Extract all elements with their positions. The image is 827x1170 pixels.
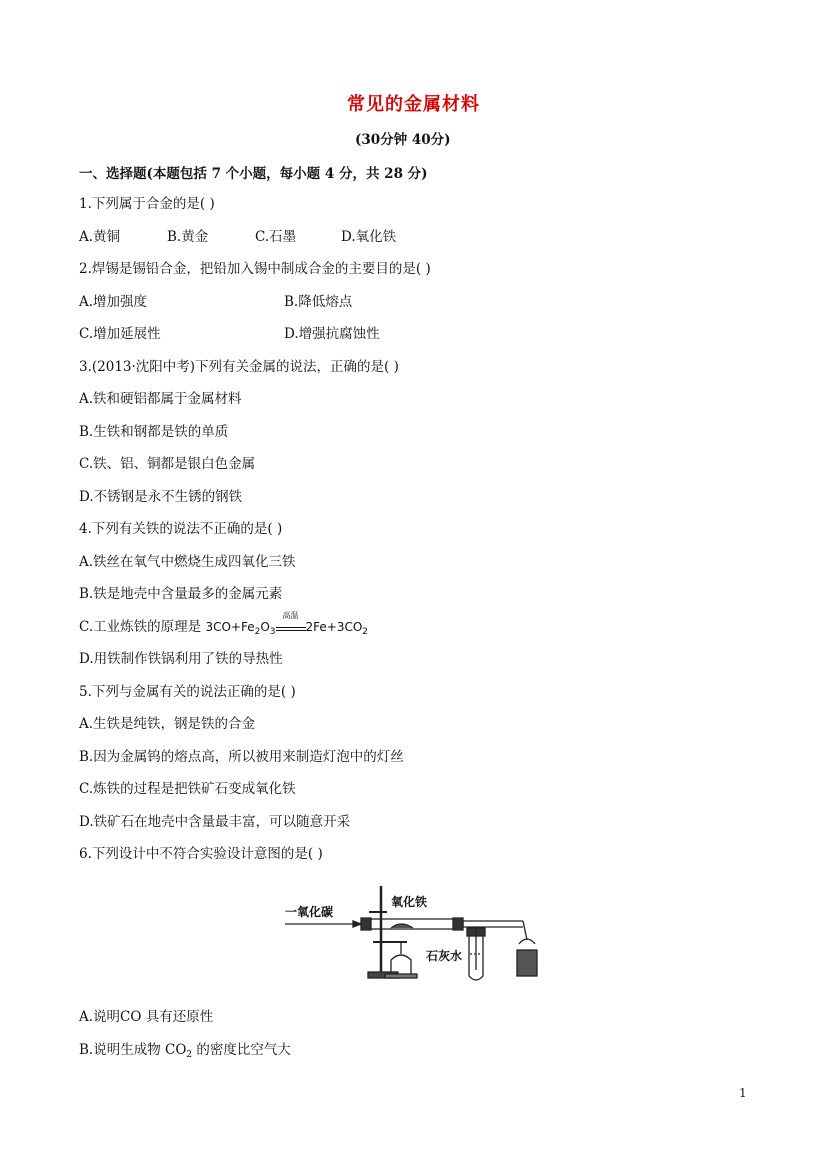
q6-option-b-suffix: 的密度比空气大: [192, 1042, 291, 1058]
q5-option-b: B.因为金属钨的熔点高，所以被用来制造灯泡中的灯丝: [79, 749, 404, 765]
q2-stem: 2.焊锡是锡铅合金，把铅加入锡中制成合金的主要目的是( ): [79, 261, 431, 277]
equals-sign: [276, 627, 306, 631]
q1-option-a: A.黄铜: [79, 229, 121, 245]
q1-option-b: B.黄金: [167, 229, 209, 245]
equation-sub-2: 3: [269, 627, 276, 637]
q4-option-c: [79, 611, 369, 641]
q1-options: [79, 228, 396, 246]
iron-oxide-sample: [391, 924, 413, 928]
q2-option-d: D.增强抗腐蚀性: [284, 326, 380, 342]
q3-stem: 3.(2013·沈阳中考)下列有关金属的说法，正确的是( ): [79, 359, 399, 375]
q6-option-b: [79, 1041, 291, 1064]
label-iron-oxide: 氧化铁: [391, 895, 428, 909]
q6-stem: 6.下列设计中不符合实验设计意图的是( ): [79, 846, 323, 862]
q5-stem: 5.下列与金属有关的说法正确的是( ): [79, 684, 296, 700]
equation-rhs: 2Fe+3CO: [305, 620, 363, 634]
stopper-left: [361, 918, 371, 930]
q2-option-c: C.增加延展性: [79, 326, 161, 342]
reaction-condition: [276, 611, 306, 631]
equation-sub-3: 2: [362, 627, 369, 637]
apparatus-diagram: [283, 884, 553, 988]
time-score-note: (30分钟 40分): [355, 132, 451, 148]
label-carbon-monoxide: 一氧化碳: [285, 905, 334, 919]
equation-lhs-a: 3CO+Fe: [205, 620, 255, 634]
page-number: 1: [739, 1086, 747, 1100]
section-heading: 一、选择题(本题包括 7 个小题，每小题 4 分，共 28 分): [79, 166, 428, 182]
q2-option-b: B.降低熔点: [284, 294, 353, 310]
lamp-stand: [385, 974, 417, 978]
stopper-right: [453, 918, 463, 930]
q1-stem: 1.下列属于合金的是( ): [79, 196, 215, 212]
q5-option-d: D.铁矿石在地壳中含量最丰富，可以随意开采: [79, 814, 351, 830]
reaction-equation: [205, 611, 369, 637]
q4-stem: 4.下列有关铁的说法不正确的是( ): [79, 521, 283, 537]
q6-option-a: A.说明CO 具有还原性: [79, 1009, 214, 1025]
condition-label: 高温: [282, 611, 299, 620]
q5-option-c: C.炼铁的过程是把铁矿石变成氧化铁: [79, 781, 296, 797]
q3-option-d: D.不锈钢是永不生锈的钢铁: [79, 489, 243, 505]
q6-option-b-text: B.说明生成物 CO: [79, 1042, 187, 1058]
q4-option-c-text: C.工业炼铁的原理是: [79, 619, 206, 635]
equation-sub-1: 2: [254, 627, 261, 637]
label-limewater: 石灰水: [426, 949, 463, 963]
q1-option-c: C.石墨: [255, 229, 297, 245]
q3-option-b: B.生铁和钢都是铁的单质: [79, 424, 229, 440]
burner: [517, 950, 537, 976]
q1-option-d: D.氧化铁: [341, 229, 397, 245]
q3-option-c: C.铁、铝、铜都是银白色金属: [79, 456, 256, 472]
exhaust-tube: [523, 921, 527, 940]
q4-option-a: A.铁丝在氧气中燃烧生成四氧化三铁: [79, 554, 296, 570]
experiment-apparatus-figure: [283, 884, 553, 988]
equation-lhs-b: O: [260, 620, 270, 634]
q2-options-row2: [79, 325, 380, 343]
co2-subscript: 2: [186, 1050, 193, 1060]
q4-option-d: D.用铁制作铁锅利用了铁的导热性: [79, 651, 283, 667]
q4-option-b: B.铁是地壳中含量最多的金属元素: [79, 586, 283, 602]
document-title: 常见的金属材料: [347, 94, 480, 115]
q2-option-a: A.增加强度: [79, 294, 148, 310]
q5-option-a: A.生铁是纯铁，钢是铁的合金: [79, 716, 256, 732]
q3-option-a: A.铁和硬铝都属于金属材料: [79, 391, 242, 407]
q2-options-row1: [79, 293, 352, 311]
arrow-head: [353, 921, 361, 927]
